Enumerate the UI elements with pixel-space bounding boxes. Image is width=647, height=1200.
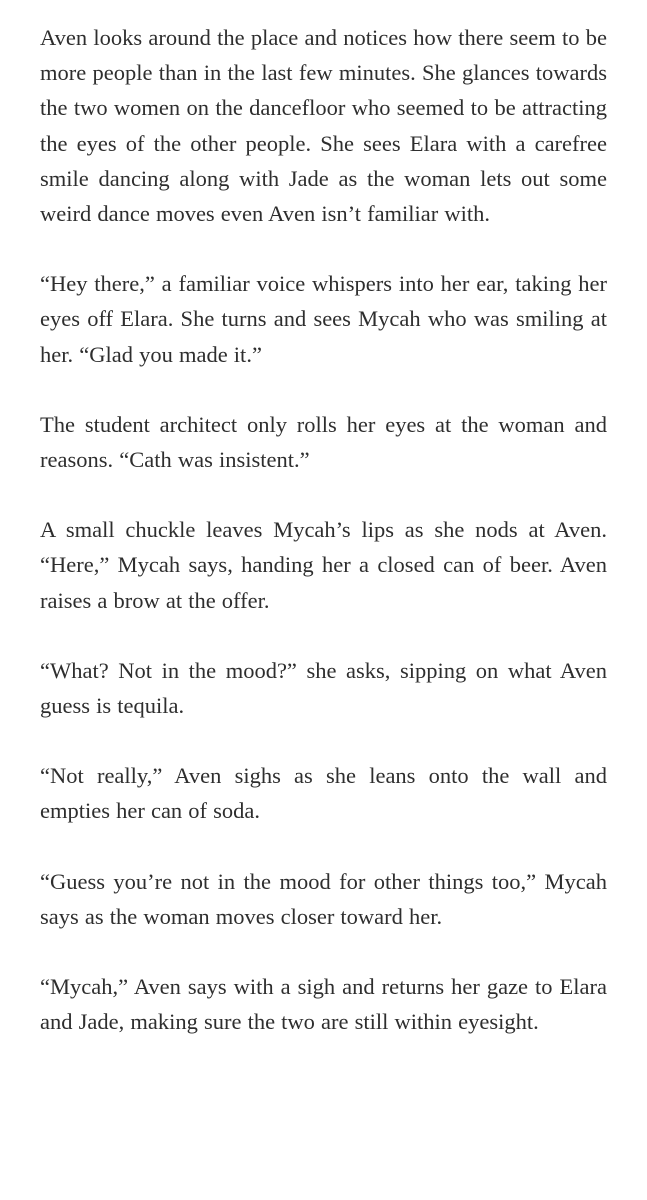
paragraph: “Hey there,” a familiar voice whispers into her ear, taking her eyes off Elara. She turns and sees Mycah who was smiling at her. “Glad you made it.” [40, 271, 607, 367]
paragraph: “Guess you’re not in the mood for other things too,” Mycah says as the woman moves closer toward her. [40, 868, 607, 929]
paragraph: “Not really,” Aven sighs as she leans onto the wall and empties her can of soda. [40, 763, 607, 824]
paragraph: “Mycah,” Aven says with a sigh and returns her gaze to Elara and Jade, making sure the two are still within eyesight. [40, 974, 607, 1035]
paragraph: The student architect only rolls her eyes at the woman and reasons. “Cath was insistent.” [40, 411, 607, 473]
paragraph: “What? Not in the mood?” she asks, sipping on what Aven guess is tequila. [40, 657, 607, 719]
paragraph: Aven looks around the place and notices how there seem to be more people than in the last few minutes. She glances towards the two women on the dancefloor who seemed to be attracting the eyes of the other people. She sees Elara with a carefree smile dancing along with Jade as the woman lets out some weird dance moves even Aven isn’t familiar with. [40, 25, 607, 227]
paragraph: A small chuckle leaves Mycah’s lips as she nods at Aven. “Here,” Mycah says, handing her a closed can of beer. Aven raises a brow at the offer. [40, 517, 607, 613]
story-text [40, 20, 607, 1074]
